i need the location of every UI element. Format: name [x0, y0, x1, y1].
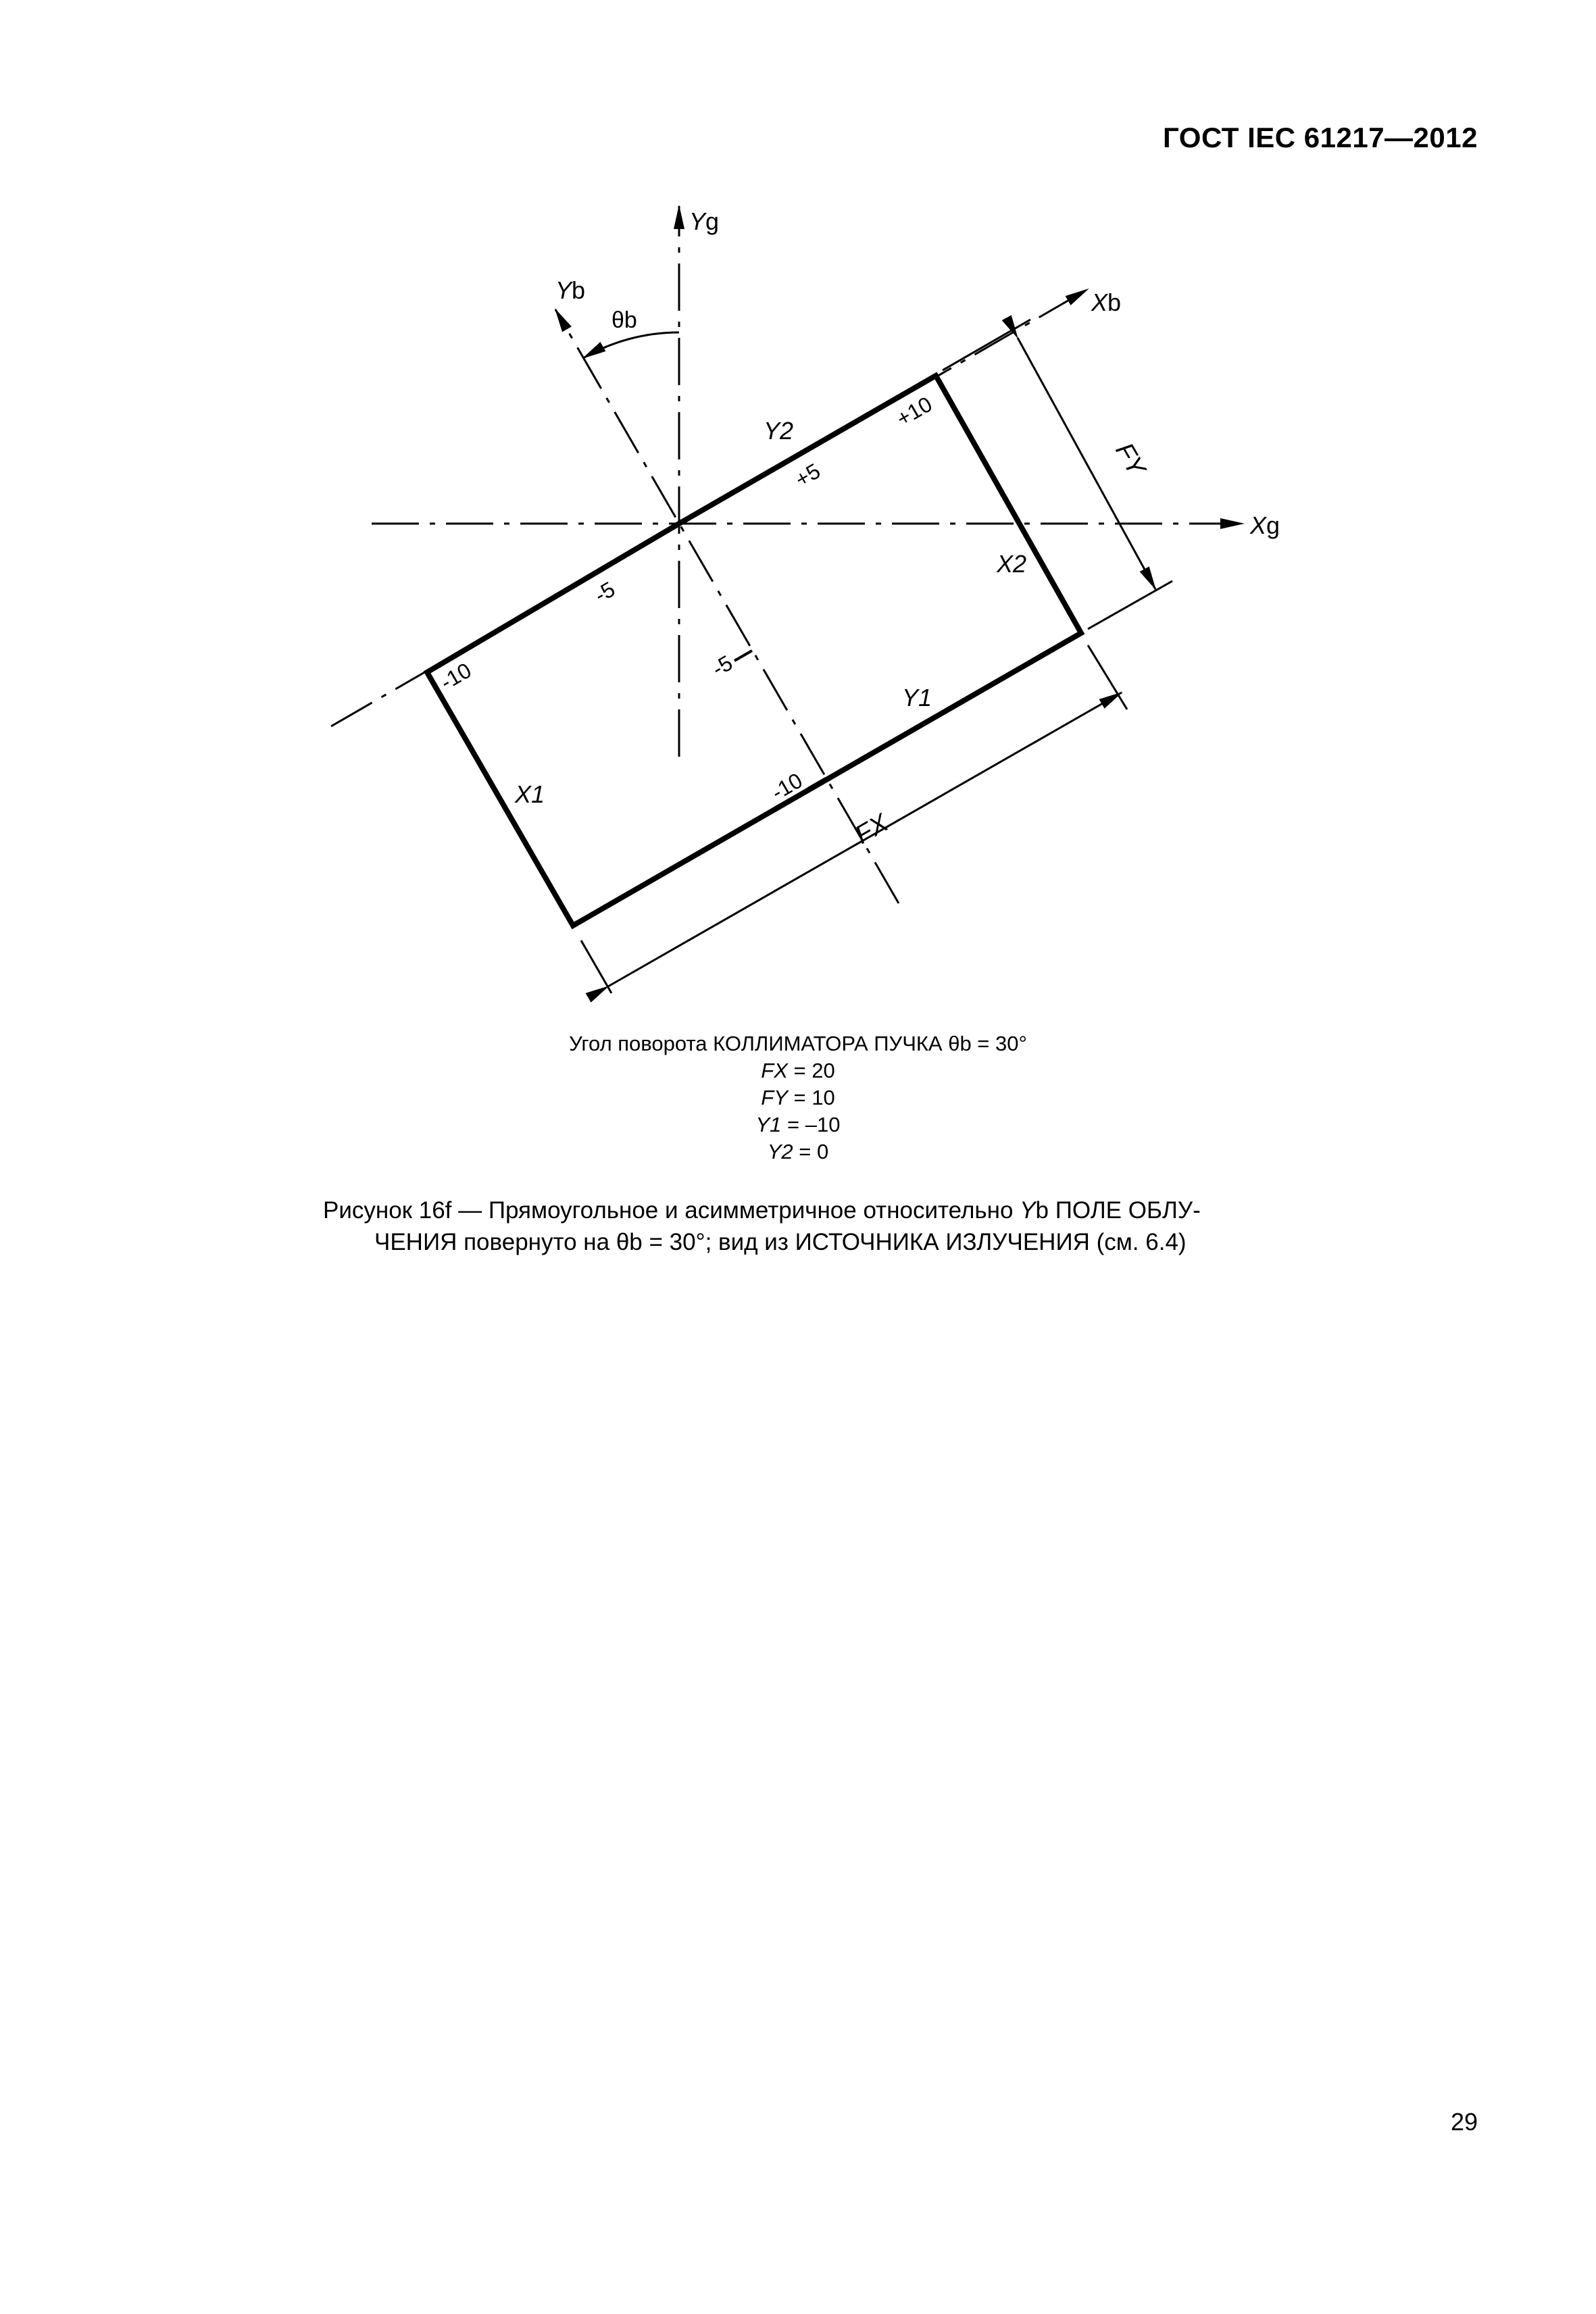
rotation-angle: Угол поворота КОЛЛИМАТОРА ПУЧКА θb = 30°	[569, 1032, 1027, 1055]
page-header: ГОСТ IEC 61217—2012	[1163, 122, 1478, 153]
fx-extension-left	[581, 940, 612, 993]
figure-caption-line1: Рисунок 16f — Прямоугольное и асимметричное относительно Yb ПОЛЕ ОБЛУ-	[323, 1197, 1201, 1224]
fy-extension-bottom	[1088, 581, 1172, 629]
xb-tick-plus5: +5	[791, 458, 825, 493]
page-number: 29	[1450, 2108, 1478, 2136]
y2-label: Y2	[764, 417, 794, 445]
y1-value: Y1 = –10	[755, 1113, 841, 1136]
fx-value: FX = 20	[761, 1059, 835, 1082]
fx-label: FX	[850, 809, 893, 850]
xb-tick-plus10: +10	[892, 391, 937, 432]
yb-axis	[555, 309, 899, 903]
figure-parameters	[0, 1030, 1596, 1165]
xb-label: Xb	[1091, 288, 1122, 316]
figure-caption	[323, 1194, 1282, 1258]
yb-tick-minus10-label: -10	[767, 768, 807, 805]
yg-label: Yg	[689, 207, 720, 235]
y2-value: Y2 = 0	[767, 1140, 829, 1163]
x1-label: X1	[515, 780, 545, 808]
xb-tick-minus10: -10	[436, 657, 476, 695]
fy-label: FY	[1109, 438, 1151, 481]
yb-tick-minus5	[734, 651, 752, 661]
figure-caption-line2: ЧЕНИЯ повернуто на θb = 30°; вид из ИСТОЧНИКА ИЗЛУЧЕНИЯ (см. 6.4)	[374, 1229, 1187, 1255]
yb-label: Yb	[555, 276, 586, 304]
theta-arc	[583, 332, 679, 358]
x2-label: X2	[997, 550, 1027, 578]
xg-label: Xg	[1250, 511, 1280, 539]
yb-tick-minus5-label: -5	[707, 650, 737, 682]
xb-tick-minus5: -5	[590, 576, 620, 608]
fy-extension-top	[943, 320, 1030, 370]
fy-value: FY = 10	[761, 1086, 835, 1109]
y1-label: Y1	[902, 684, 932, 711]
field-rotation-diagram	[0, 0, 1596, 1013]
theta-label: θb	[612, 307, 637, 333]
radiation-field	[427, 376, 1081, 926]
